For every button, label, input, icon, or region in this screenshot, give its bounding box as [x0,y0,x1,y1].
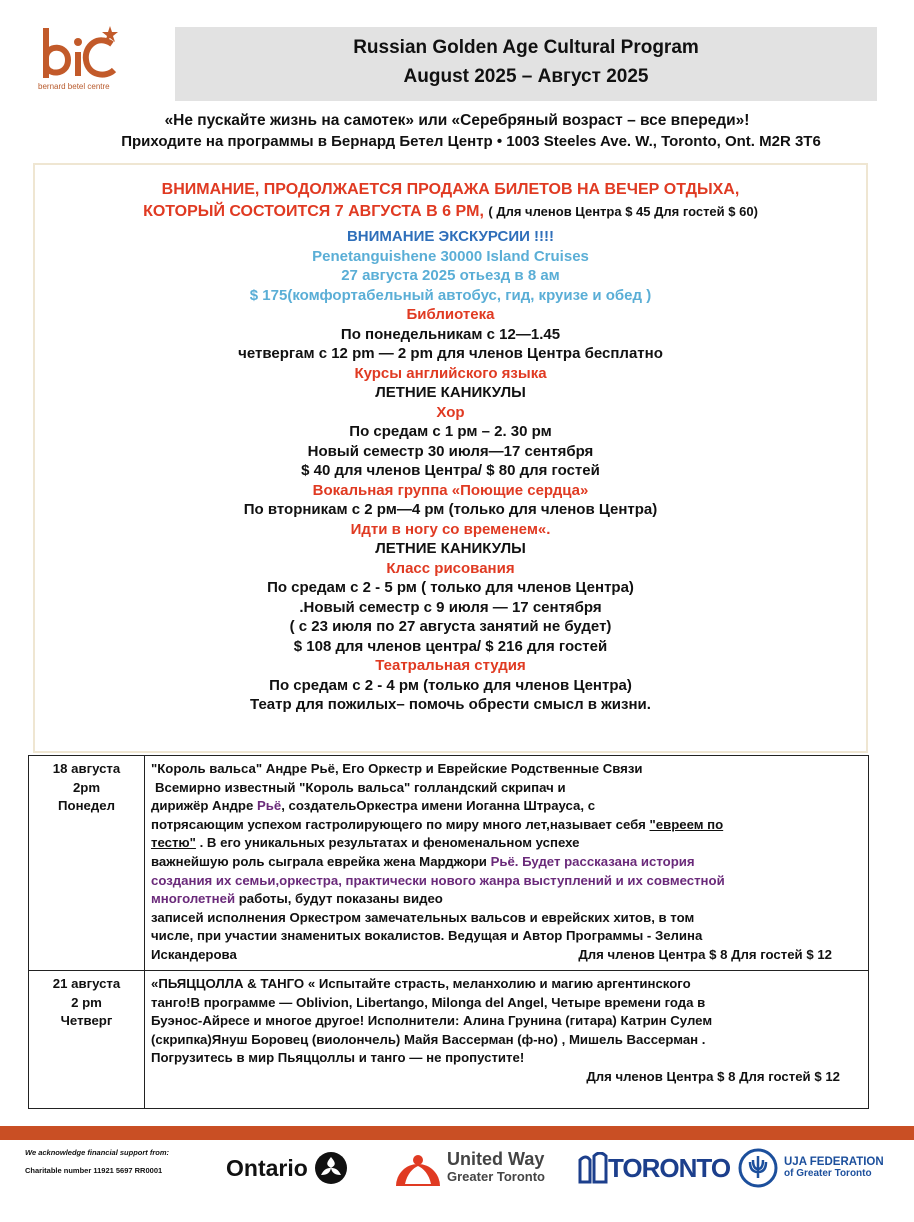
event-description-cell [145,971,869,1109]
english-title: Курсы английского языка [354,364,547,382]
united-way-sponsor [393,1148,545,1188]
drawing-prices: $ 108 для членов центра/ $ 216 для гостей [293,637,608,655]
program-title-box [175,27,877,101]
walk-title: Идти в ногу со временем«. [350,520,551,538]
event-text: танго!В программе — Oblivion, Libertango, Milonga del Angel, Четыре времени года в [151,994,706,1010]
program-title: Russian Golden Age Cultural Program [353,37,699,58]
event-weekday: Понедел [58,798,115,814]
excursion-price: $ 175(комфортабельный автобус, гид, круизе и обед ) [249,286,652,304]
event-text-part: важнейшую роль сыграла еврейка жена Марджори [151,853,491,869]
vocal-hours: По вторникам с 2 рм—4 рм (только для членов Центра) [243,501,658,518]
footer-bar [0,1126,914,1140]
event-text-part: потрясающим успехом гастролирующего по миру много лет,называет себя [151,816,650,832]
choir-hours: По средам с 1 рм – 2. 30 рм [349,423,552,440]
ticket-prices: ( Для членов Центра $ 45 Для гостей $ 60) [488,204,758,219]
excursion-heading: ВНИМАНИЕ ЭКСКУРСИИ !!!! [346,228,555,245]
choir-prices: $ 40 для членов Центра/ $ 80 для гостей [301,462,600,479]
excursion-date: 27 августа 2025 отьезд в 8 ам [341,267,560,284]
event-host: Искандерова [151,946,237,962]
event-text [151,816,860,835]
library-title: Библиотека [406,306,495,323]
event-date-cell [29,971,145,1109]
event-time: 2 pm [71,994,102,1010]
event-text-part: Рьё. Будет рассказана история [490,853,695,869]
slogan-line: «Не пускайте жизнь на самотек» или «Серебряный возраст – все впереди»! [164,112,750,129]
united-way-hand-icon [393,1148,443,1188]
event-text [151,797,860,816]
uja-sponsor [738,1148,884,1188]
uja-region: of Greater Toronto [784,1168,872,1179]
event-text: создания их семьи,оркестра, практически нового жанра выступлений и их совместной [151,872,725,888]
menorah-icon [738,1148,778,1188]
event-text [151,890,860,909]
event-text: «ПЬЯЦЦОЛЛА & ТАНГО « Испытайте страсть, меланхолию и магию аргентинского [151,976,691,991]
address-line: Приходите на программы в Бернард Бетел Центр • 1003 Steeles Ave. W., Toronto, Ont. M2R 3T6 [121,133,821,150]
event-date: 21 августа [52,976,121,991]
event-text [151,853,860,872]
event-text-part: , создательОркестра имени Иоганна Штрауса, с [281,798,596,814]
theatre-motto: Театр для пожилых– помочь обрести смысл в жизни. [250,696,651,713]
uja-text [784,1156,884,1180]
event-text: Буэнос-Айресе и многое другое! Исполнители: Алина Грунина (гитара) Катрин Сулем [151,1013,713,1029]
table-row [29,971,869,1109]
events-table [28,755,869,1109]
event-title-rest: Андре Рьё, Его Оркестр и Еврейские Родственные Связи [262,761,643,776]
event-text-part: "евреем по [649,816,724,832]
event-text: числе, при участии знаменитых вокалистов. Ведущая и Автор Программы - Зелина [151,928,703,944]
event-text-part: Рьё [256,798,282,814]
event-text-part: тестю" [151,835,196,851]
library-hours-1: По понедельникам с 12—1.45 [340,325,561,343]
logo-caption: bernard betel centre [38,82,110,91]
english-status: ЛЕТНИЕ КАНИКУЛЫ [375,384,526,401]
ticket-date: КОТОРЫЙ СОСТОИТСЯ 7 АВГУСТА В 6 PM, [143,203,484,220]
event-time: 2pm [72,779,101,795]
event-text [151,946,860,965]
event-text: записей исполнения Оркестром замечательных вальсов и еврейских хитов, в том [151,909,695,925]
bc-logo-icon [38,24,118,82]
event-date-cell [29,756,145,971]
event-text-part: дирижёр Андре [151,798,257,814]
event-title-line [151,760,860,779]
choir-semester: Новый семестр 30 июля—17 сентября [307,442,594,460]
announcements-box [33,163,868,753]
slogan [0,110,914,152]
choir-title: Хор [436,403,465,421]
acknowledgement-text: We acknowledge financial support from: [25,1148,170,1157]
event-date: 18 августа [52,761,121,776]
drawing-semester: .Новый семестр с 9 июля — 17 сентября [299,598,602,616]
event-text-part: многолетней [151,891,236,907]
ontario-logo-text: Ontario [226,1154,308,1181]
charitable-number: Charitable number 11921 5697 RR0001 [25,1166,163,1175]
united-way-text [447,1151,545,1185]
ticket-notice-line2 [35,201,866,223]
event-prices: Для членов Центра $ 8 Для гостей $ 12 [578,946,832,962]
bernard-betel-logo [38,24,138,94]
ticket-notice-line1: ВНИМАНИЕ, ПРОДОЛЖАЕТСЯ ПРОДАЖА БИЛЕТОВ НА ВЕЧЕР ОТДЫХА, [161,181,740,198]
program-month: August 2025 – Август 2025 [403,66,649,87]
uja-name: UJA FEDERATION [784,1156,884,1168]
excursion-name: Penetanguishene 30000 Island Cruises [312,247,589,265]
event-text: Всемирно известный "Король вальса" голландский скрипач и [155,779,566,795]
theatre-title: Театральная студия [375,657,526,674]
vocal-title: Вокальная группа «Поющие сердца» [312,481,589,499]
toronto-sponsor [578,1148,730,1188]
event-weekday: Четверг [60,1013,113,1029]
event-text-part: работы, будут показаны видео [235,891,443,907]
event-description-cell [145,756,869,971]
ontario-sponsor [226,1148,348,1188]
toronto-city-hall-icon [578,1152,608,1184]
theatre-hours: По средам с 2 - 4 рм (только для членов Центра) [269,676,632,694]
united-way-name: United Way [447,1149,545,1169]
event-title: "Король вальса" [151,761,263,776]
event-text: Погрузитесь в мир Пьяццоллы и танго — не пропустите! [151,1050,525,1066]
event-text [151,834,860,853]
library-hours-2: четвергам с 12 pm — 2 pm для членов Центра бесплатно [238,345,663,362]
drawing-title: Класс рисования [386,559,515,577]
trillium-icon [314,1151,348,1185]
event-text-part: . В его уникальных результатах и феноменальном успехе [195,835,580,851]
walk-status: ЛЕТНИЕ КАНИКУЛЫ [375,540,526,557]
united-way-region: Greater Toronto [447,1169,545,1184]
table-row [29,756,869,971]
drawing-hours: По средам с 2 - 5 рм ( только для членов Центра) [267,579,634,596]
event-text: (скрипка)Януш Боровец (виолончель) Майя Вассерман (ф-но) , Мишель Вассерман . [151,1031,706,1047]
toronto-logo-text: TORONTO [608,1152,731,1183]
drawing-break: ( с 23 июля по 27 августа занятий не будет) [289,618,612,635]
event-prices: Для членов Центра $ 8 Для гостей $ 12 [586,1068,840,1084]
